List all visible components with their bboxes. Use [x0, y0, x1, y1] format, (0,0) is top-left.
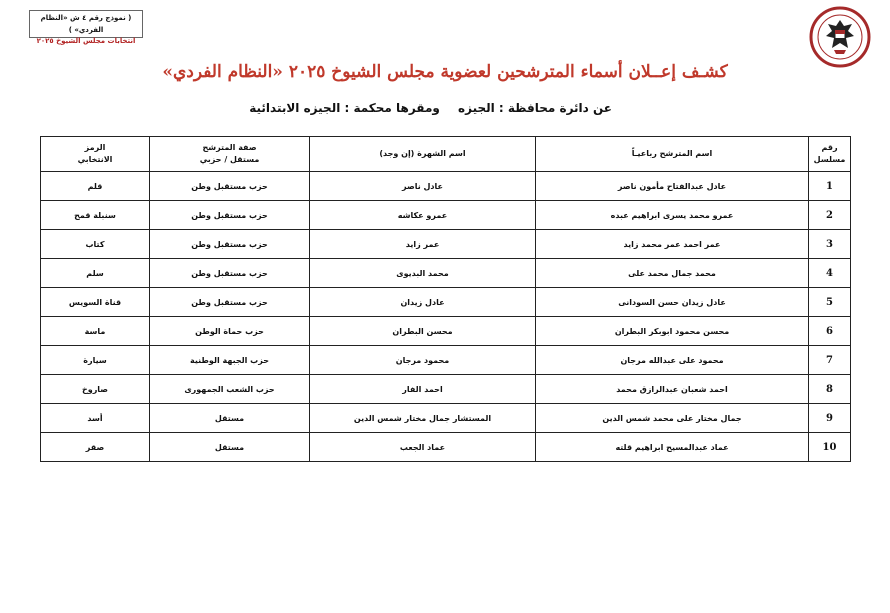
row-type: حزب الشعب الجمهورى	[150, 375, 310, 404]
row-name: عادل عبدالفتاح مأمون ناصر	[536, 172, 809, 201]
row-type: حزب حماة الوطن	[150, 317, 310, 346]
row-fame: احمد الفار	[310, 375, 536, 404]
row-type: حزب مستقبل وطن	[150, 201, 310, 230]
row-serial: 6	[809, 317, 851, 346]
row-fame: محسن البطران	[310, 317, 536, 346]
page-title: كشـف إعــلان أسماء المترشحين لعضوية مجلس الشيوخ ٢٠٢٥ «النظام الفردي»	[162, 62, 728, 82]
row-symbol: سنبلة قمح	[41, 201, 150, 230]
district-info	[235, 101, 612, 115]
row-fame: عادل زيدان	[310, 288, 536, 317]
header-fame: اسم الشهرة (إن وجد)	[310, 137, 536, 172]
header-serial: رقم مسلسل	[809, 137, 851, 172]
row-serial: 5	[809, 288, 851, 317]
row-fame: المستشار جمال مختار شمس الدين	[310, 404, 536, 433]
row-type: حزب مستقبل وطن	[150, 259, 310, 288]
header-type	[150, 137, 310, 172]
row-symbol: سلم	[41, 259, 150, 288]
row-type: حزب مستقبل وطن	[150, 172, 310, 201]
table-row	[41, 317, 851, 346]
row-symbol: صاروخ	[41, 375, 150, 404]
row-name: عماد عبدالمسيح ابراهيم قلته	[536, 433, 809, 462]
national-election-authority-emblem-icon	[808, 6, 872, 68]
row-symbol: قلم	[41, 172, 150, 201]
header-type-line1: صفة المترشح	[202, 143, 257, 152]
table-row	[41, 259, 851, 288]
row-name: عمر احمد عمر محمد زايد	[536, 230, 809, 259]
election-label: انتخابات مجلس الشيوخ ٢٠٢٥	[36, 37, 136, 45]
row-fame: محمد البديوى	[310, 259, 536, 288]
table-row	[41, 404, 851, 433]
row-fame: محمود مرجان	[310, 346, 536, 375]
row-symbol: قناة السويس	[41, 288, 150, 317]
table-row	[41, 433, 851, 462]
row-type: مستقل	[150, 433, 310, 462]
row-symbol: ماسة	[41, 317, 150, 346]
row-serial: 7	[809, 346, 851, 375]
row-fame: عمر زايد	[310, 230, 536, 259]
row-type: حزب مستقبل وطن	[150, 288, 310, 317]
table-header-row	[41, 137, 851, 172]
row-fame: عادل ناصر	[310, 172, 536, 201]
row-name: محمود على عبدالله مرجان	[536, 346, 809, 375]
row-name: محسن محمود ابوبكر البطران	[536, 317, 809, 346]
row-fame: عماد الجعب	[310, 433, 536, 462]
header-symbol-line2: الانتخابي	[77, 155, 113, 164]
row-name: جمال مختار على محمد شمس الدين	[536, 404, 809, 433]
row-serial: 8	[809, 375, 851, 404]
row-symbol: كتاب	[41, 230, 150, 259]
row-name: عادل زيدان حسن السودانى	[536, 288, 809, 317]
table-row	[41, 230, 851, 259]
row-serial: 4	[809, 259, 851, 288]
row-name: عمرو محمد يسرى ابراهيم عبده	[536, 201, 809, 230]
table-row	[41, 346, 851, 375]
form-number-box	[29, 10, 143, 45]
header-type-line2: مستقل / حزبي	[199, 155, 260, 164]
row-serial: 3	[809, 230, 851, 259]
court-label: ومقرها محكمة : الجيزه الابتدائية	[249, 101, 440, 115]
row-symbol: صقر	[41, 433, 150, 462]
candidates-table	[40, 136, 851, 462]
header-symbol-line1: الرمز	[84, 143, 106, 152]
row-serial: 10	[809, 433, 851, 462]
row-serial: 2	[809, 201, 851, 230]
row-type: حزب مستقبل وطن	[150, 230, 310, 259]
table-row	[41, 201, 851, 230]
district-label: عن دائرة محافظة : الجيزه	[458, 101, 612, 115]
row-serial: 9	[809, 404, 851, 433]
table-row	[41, 375, 851, 404]
table-row	[41, 288, 851, 317]
table-row	[41, 172, 851, 201]
header-name: اسم المترشح رباعيـاً	[536, 137, 809, 172]
header-symbol	[41, 137, 150, 172]
row-type: مستقل	[150, 404, 310, 433]
row-fame: عمرو عكاشه	[310, 201, 536, 230]
row-name: محمد جمال محمد على	[536, 259, 809, 288]
row-symbol: أسد	[41, 404, 150, 433]
row-serial: 1	[809, 172, 851, 201]
row-symbol: سيارة	[41, 346, 150, 375]
row-name: احمد شعبان عبدالرازق محمد	[536, 375, 809, 404]
form-number-label: ( نموذج رقم ٤ ش «النظام الفردي» )	[40, 14, 132, 34]
row-type: حزب الجبهة الوطنية	[150, 346, 310, 375]
